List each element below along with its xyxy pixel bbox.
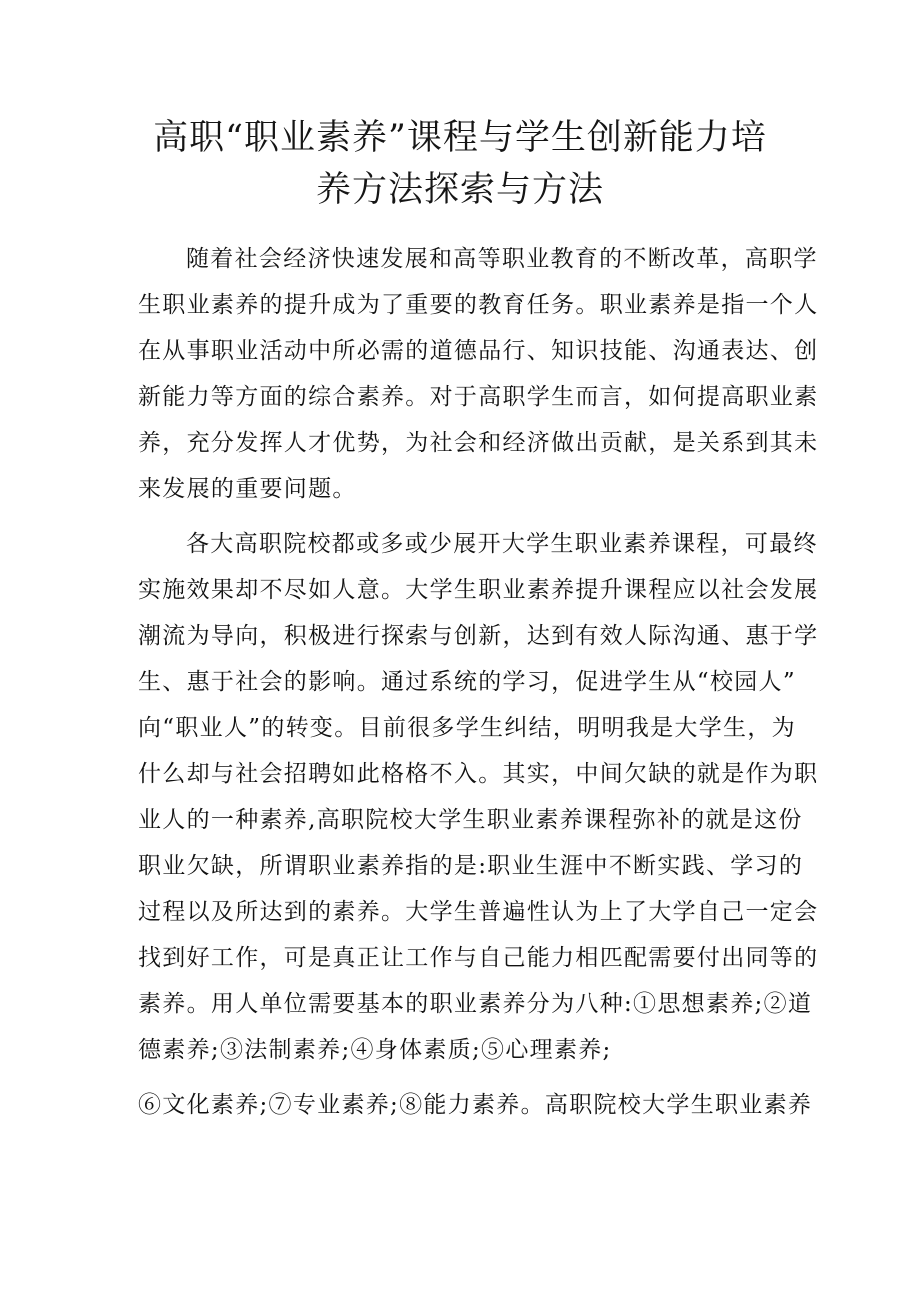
document-body bbox=[138, 236, 819, 1128]
title-line: 高职“职业素养”课程与学生创新能力培 bbox=[153, 118, 767, 158]
text-line: 找到好工作，可是真正让工作与自己能力相匹配需要付出同等的 bbox=[138, 945, 819, 971]
text-line: 向“职业人”的转变。目前很多学生纠结，明明我是大学生，为 bbox=[138, 715, 796, 741]
text-line: 业人的一种素养,高职院校大学生职业素养课程弥补的就是这份 bbox=[138, 807, 803, 833]
text-line: 素养。用人单位需要基本的职业素养分为八种:①思想素养;②道 bbox=[138, 991, 813, 1017]
paragraph-1 bbox=[138, 236, 819, 512]
text-line: 来发展的重要问题。 bbox=[138, 476, 357, 502]
text-line: 实施效果却不尽如人意。大学生职业素养提升课程应以社会发展 bbox=[138, 577, 819, 603]
text-line: 什么却与社会招聘如此格格不入。其实，中间欠缺的就是作为职 bbox=[138, 761, 819, 787]
text-line: 潮流为导向，积极进行探索与创新，达到有效人际沟通、惠于学 bbox=[138, 623, 819, 649]
text-line: 职业欠缺，所谓职业素养指的是:职业生涯中不断实践、学习的 bbox=[138, 853, 804, 879]
text-line: 各大高职院校都或多或少展开大学生职业素养课程，可最终 bbox=[186, 531, 818, 557]
paragraph-gap bbox=[138, 512, 788, 521]
text-line: 养，充分发挥人才优势，为社会和经济做出贡献，是关系到其未 bbox=[138, 430, 819, 456]
text-line: 随着社会经济快速发展和高等职业教育的不断改革，高职学 bbox=[186, 246, 818, 272]
text-line: 在从事职业活动中所必需的道德品行、知识技能、沟通表达、创 bbox=[138, 338, 819, 364]
text-line: 生职业素养的提升成为了重要的教育任务。职业素养是指一个人 bbox=[138, 292, 819, 318]
text-line: 过程以及所达到的素养。大学生普遍性认为上了大学自己一定会 bbox=[138, 899, 819, 925]
paragraph-2 bbox=[138, 521, 819, 1073]
text-line: ⑥文化素养;⑦专业素养;⑧能力素养。高职院校大学生职业素养 bbox=[138, 1092, 813, 1118]
paragraph-gap bbox=[138, 1073, 788, 1082]
text-line: 新能力等方面的综合素养。对于高职学生而言，如何提高职业素 bbox=[138, 384, 819, 410]
document-title bbox=[100, 112, 820, 216]
text-line: 德素养;③法制素养;④身体素质;⑤心理素养; bbox=[138, 1037, 612, 1063]
text-line: 生、惠于社会的影响。通过系统的学习，促进学生从“校园人” bbox=[138, 669, 796, 695]
paragraph-3 bbox=[138, 1082, 813, 1128]
title-line: 养方法探索与方法 bbox=[315, 170, 604, 210]
